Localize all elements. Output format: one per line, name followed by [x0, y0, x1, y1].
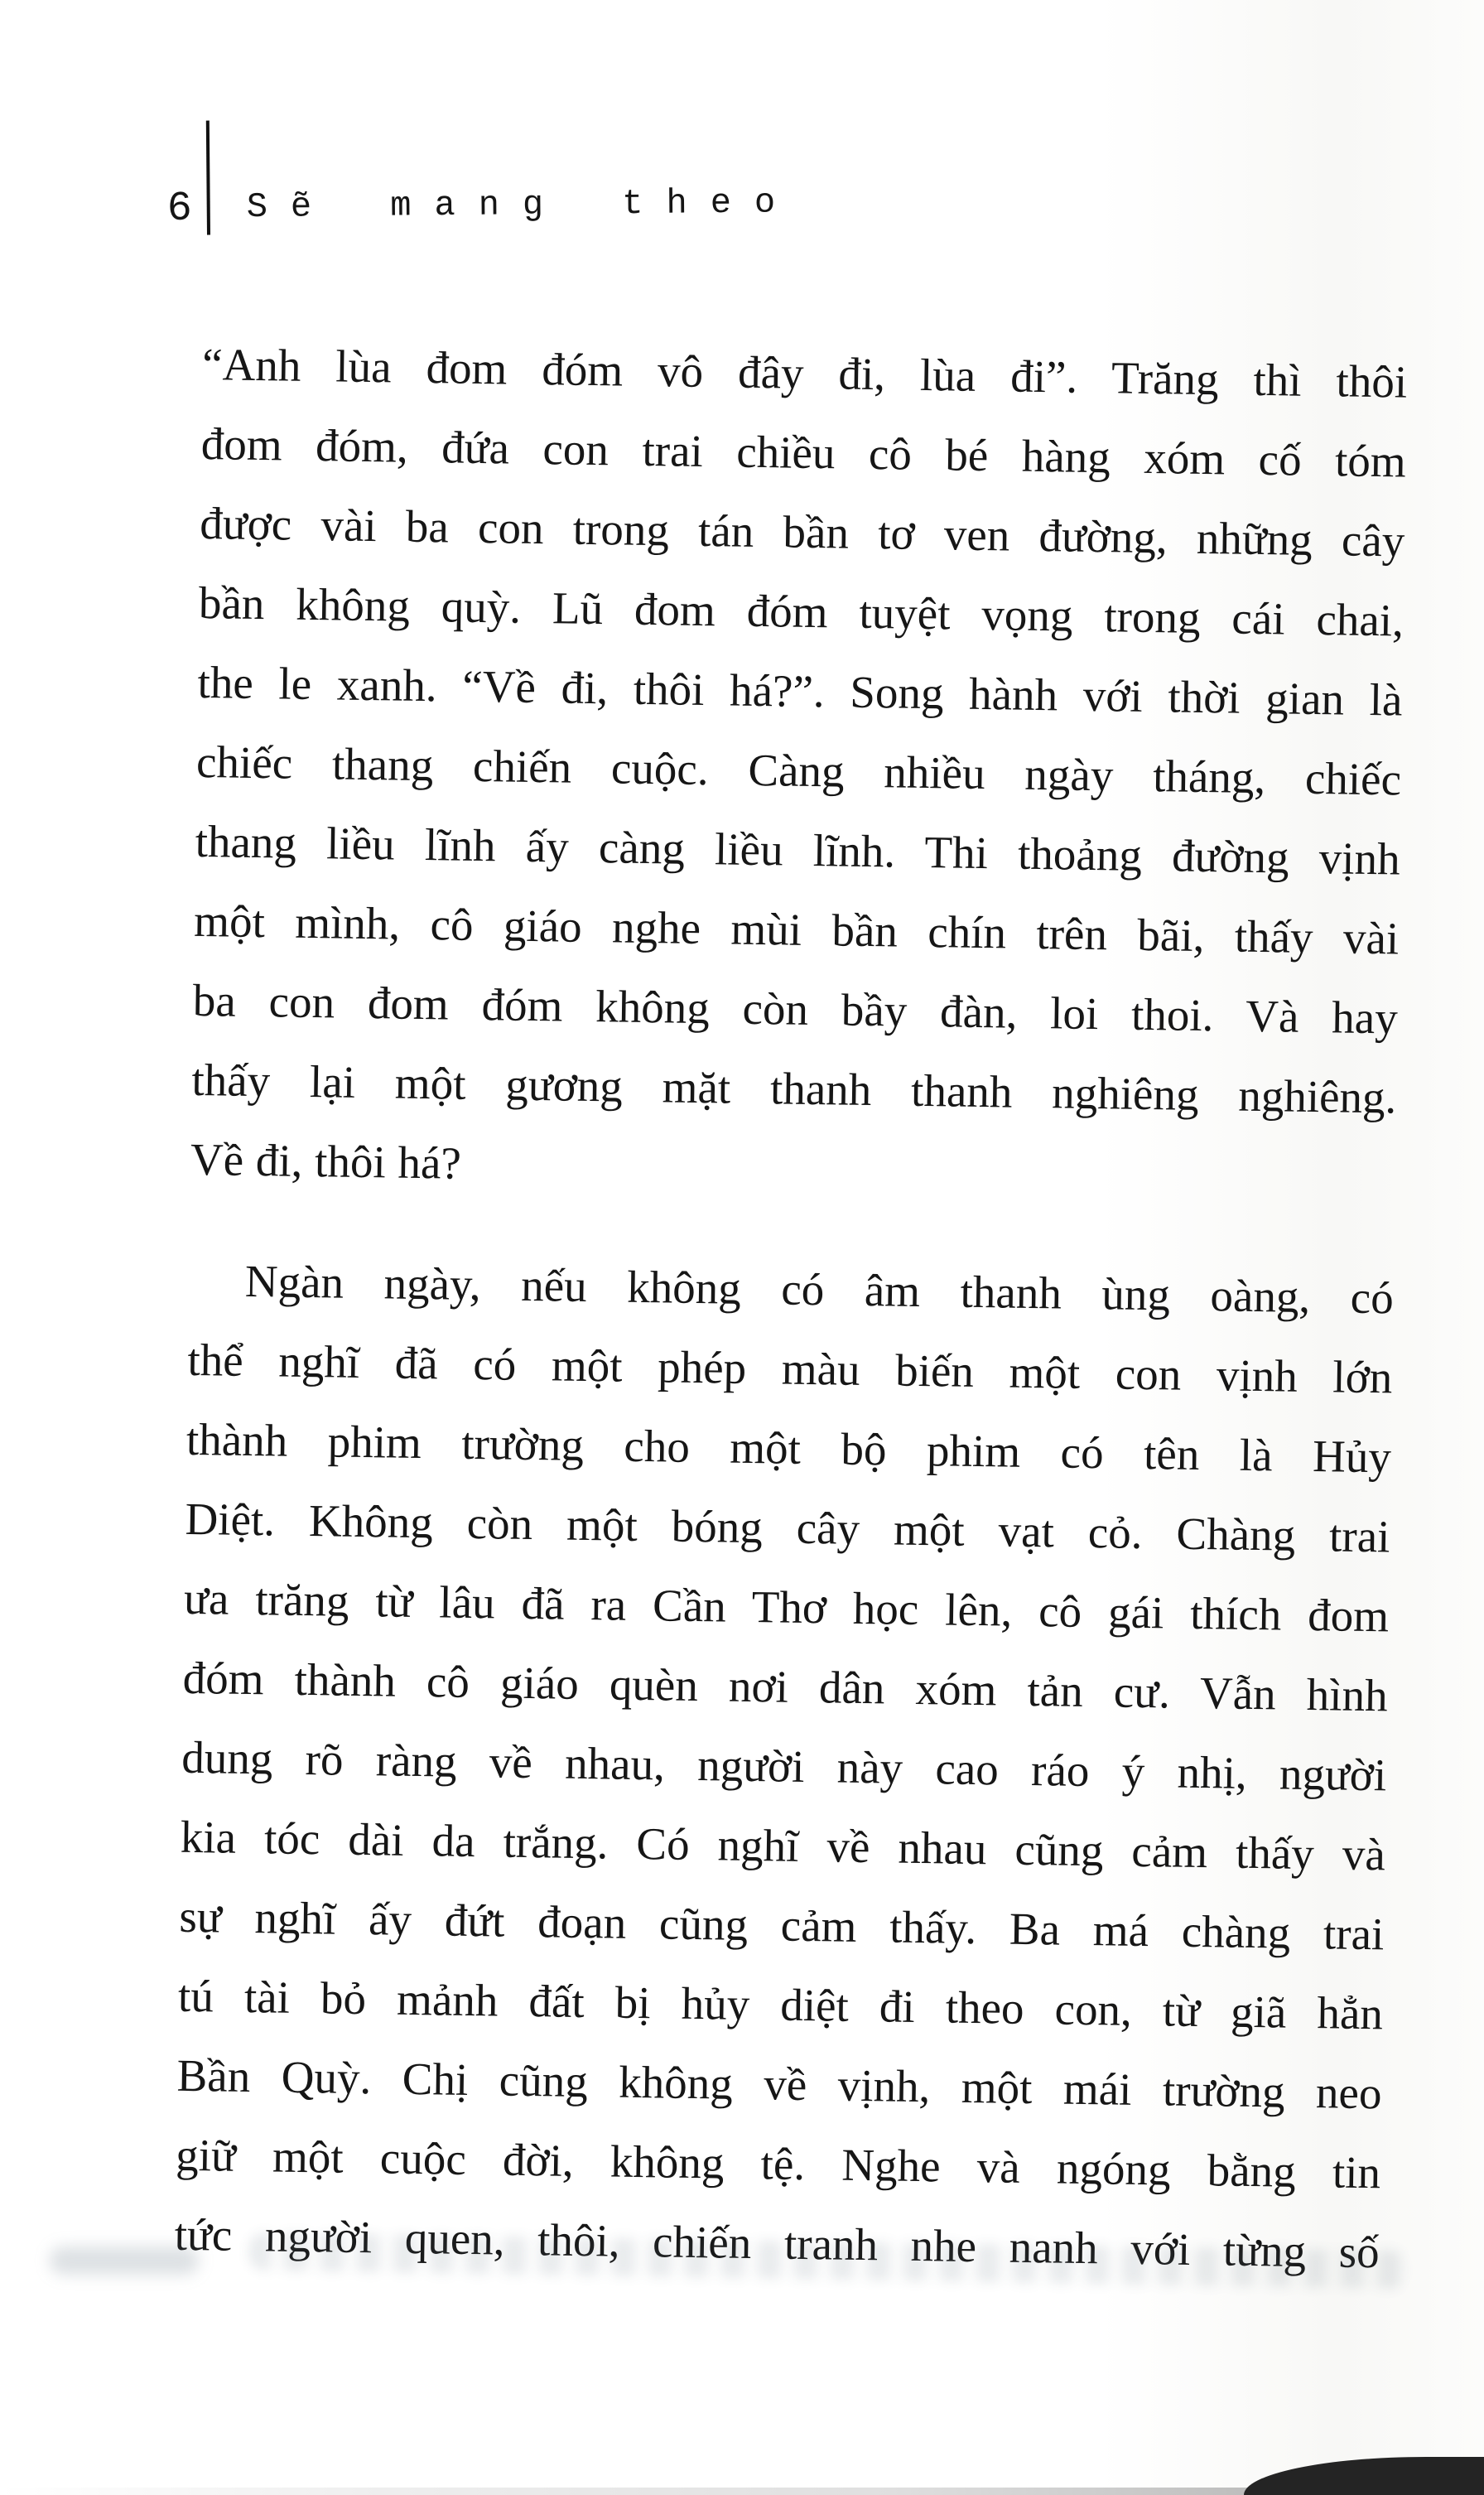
text-line: Diệt. Không còn một bóng cây một vạt cỏ. Chàng trai [185, 1493, 1390, 1562]
text-line: thành phim trường cho một bộ phim có tên là Hủy [186, 1413, 1392, 1483]
text-line: “Anh lùa đom đóm vô đây đi, lùa đi”. Trăng thì thôi [201, 338, 1408, 408]
text-line: tức người quen, thôi, chiến tranh nhe nanh với từng số [174, 2208, 1380, 2278]
paragraph-1 [190, 325, 1408, 1217]
text-line: một mình, cô giáo nghe mùi bần chín trên bãi, thấy vài [193, 895, 1400, 964]
paragraph-2 [174, 1241, 1394, 2292]
text-line: đóm thành cô giáo quèn nơi dân xóm tản cư. Vẫn hình [182, 1652, 1389, 1721]
text-line: ưa trăng từ lâu đã ra Cần Thơ học lên, cô gái thích đom [183, 1572, 1390, 1642]
text-line: được vài ba con trong tán bần tơ ven đường, những cây [199, 497, 1405, 567]
text-line: dung rõ ràng về nhau, người này cao ráo ý nhị, người [181, 1731, 1387, 1801]
text-line: đom đóm, đứa con trai chiều cô bé hàng xóm cố tóm [200, 417, 1407, 487]
text-line: tú tài bỏ mảnh đất bị hủy diệt đi theo con, từ giã hẳn [177, 1970, 1384, 2039]
text-line: bần không quỳ. Lũ đom đóm tuyệt vọng trong cái chai, [198, 577, 1404, 646]
text-line: thấy lại một gương mặt thanh thanh nghiêng nghiêng. [191, 1054, 1397, 1123]
text-line: chiếc thang chiến cuộc. Càng nhiều ngày tháng, chiếc [195, 736, 1402, 805]
text-line: thang liều lĩnh ấy càng liều lĩnh. Thi thoảng đường vịnh [195, 815, 1401, 885]
running-header [166, 115, 799, 235]
text-line: thể nghĩ đã có một phép màu biến một con vịnh lớn [187, 1334, 1393, 1403]
text-line: sự nghĩ ấy đứt đoạn cũng cảm thấy. Ba má chàng trai [179, 1890, 1385, 1960]
running-title: Sẽ mang theo [246, 182, 799, 228]
text-line: Về đi, thôi há? [190, 1133, 462, 1189]
text-line: kia tóc dài da trắng. Có nghĩ về nhau cũng cảm thấy và [180, 1811, 1386, 1880]
text-line: ba con đom đóm không còn bầy đàn, loi thoi. Và hay [192, 974, 1399, 1044]
text-line: the le xanh. “Về đi, thôi há?”. Song hành với thời gian là [197, 656, 1403, 726]
text-line: Ngàn ngày, nếu không có âm thanh ùng oàng, có [244, 1255, 1395, 1324]
page-number: 6 [166, 185, 192, 234]
text-line: Bần Quỳ. Chị cũng không về vịnh, một mái trường neo [176, 2049, 1382, 2119]
body-text [174, 325, 1408, 2292]
bleed-through-smudge [50, 2246, 199, 2275]
text-line: giữ một cuộc đời, không tệ. Nghe và ngóng bằng tin [175, 2129, 1381, 2198]
scan-shadow-bottom-right [1244, 2457, 1484, 2495]
header-divider [206, 121, 210, 235]
